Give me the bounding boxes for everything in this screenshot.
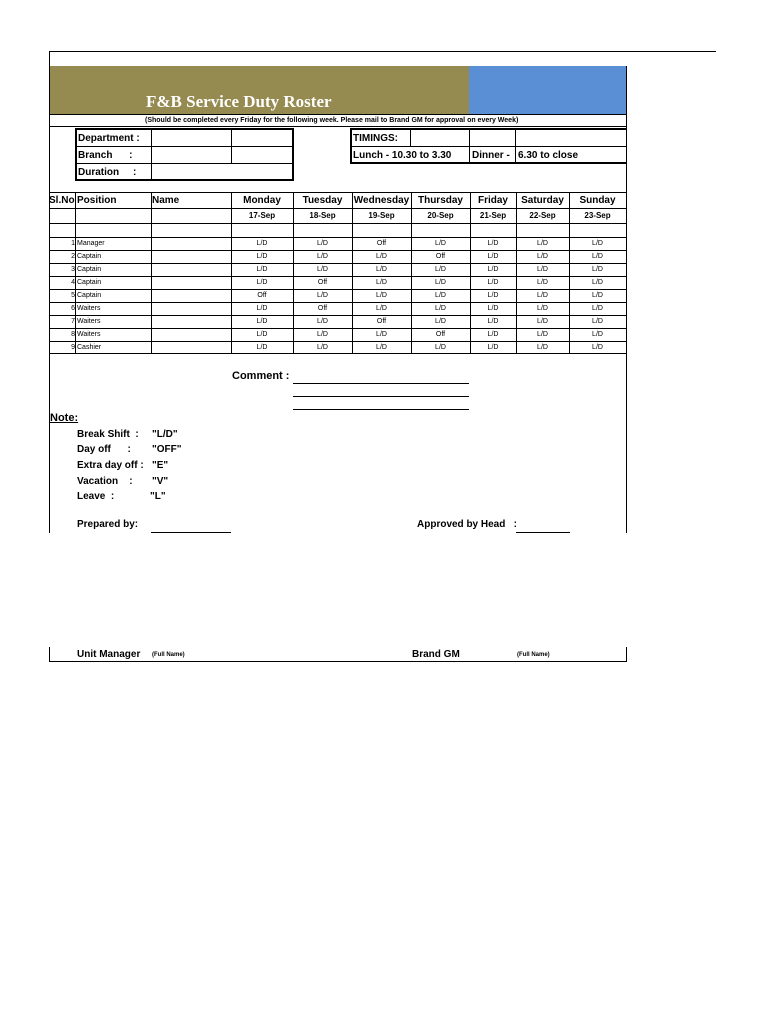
header-sunday: Sunday xyxy=(579,195,616,206)
row-divider xyxy=(49,302,627,303)
row-number: 8 xyxy=(71,331,75,338)
prepared-by-label: Prepared by: xyxy=(77,519,139,530)
instruction-subtitle: (Should be completed every Friday for the following week. Please mail to Brand GM for approval on every Week) xyxy=(145,117,519,124)
note-leave-code: "L" xyxy=(150,491,166,502)
note-extra-day-off-code: "E" xyxy=(152,460,169,471)
row-divider xyxy=(49,263,627,264)
comment-label: Comment : xyxy=(232,370,290,382)
row-position: Manager xyxy=(77,240,105,247)
shift-cell[interactable]: L/D xyxy=(317,318,328,325)
department-label: Department : xyxy=(78,133,140,144)
shift-cell[interactable]: L/D xyxy=(256,253,268,260)
shift-cell[interactable]: L/D xyxy=(487,344,499,351)
date-wednesday: 19-Sep xyxy=(368,211,395,220)
row-name-cell[interactable] xyxy=(152,277,230,288)
shift-cell[interactable]: L/D xyxy=(487,292,499,299)
approved-by-line[interactable] xyxy=(516,532,570,533)
header-thursday: Thursday xyxy=(417,195,463,206)
shift-cell[interactable]: Off xyxy=(435,331,446,338)
shift-cell[interactable]: L/D xyxy=(537,266,548,273)
note-day-off-label: Day off : xyxy=(77,444,131,455)
shift-cell[interactable]: L/D xyxy=(487,240,499,247)
shift-cell[interactable]: L/D xyxy=(537,344,548,351)
row-number: 9 xyxy=(71,344,75,351)
page-top-rule xyxy=(49,51,716,52)
shift-cell[interactable]: L/D xyxy=(537,253,548,260)
prepared-by-line[interactable] xyxy=(151,532,231,533)
row-number: 3 xyxy=(71,266,75,273)
shift-cell[interactable]: L/D xyxy=(435,292,446,299)
header-monday: Monday xyxy=(243,195,281,206)
shift-cell[interactable]: L/D xyxy=(317,331,328,338)
row-position: Captain xyxy=(77,279,102,286)
shift-cell[interactable]: L/D xyxy=(537,331,548,338)
shift-cell[interactable]: L/D xyxy=(537,279,548,286)
shift-cell[interactable]: L/D xyxy=(317,292,328,299)
shift-cell[interactable]: L/D xyxy=(435,344,446,351)
branch-label: Branch : xyxy=(78,150,133,161)
row-name-cell[interactable] xyxy=(152,264,230,275)
row-position: Cashier xyxy=(77,344,102,351)
note-vacation-code: "V" xyxy=(152,476,169,487)
shift-cell[interactable]: L/D xyxy=(537,240,548,247)
shift-cell[interactable]: L/D xyxy=(537,318,548,325)
shift-cell[interactable]: L/D xyxy=(256,318,268,325)
shift-cell[interactable]: L/D xyxy=(487,253,499,260)
shift-cell[interactable]: L/D xyxy=(376,253,387,260)
note-extra-day-off-label: Extra day off : xyxy=(77,460,144,471)
branch-field[interactable] xyxy=(152,147,231,163)
header-wednesday: Wednesday xyxy=(353,195,410,206)
sheet-left-border xyxy=(49,52,50,533)
shift-cell[interactable]: L/D xyxy=(317,240,328,247)
row-divider xyxy=(49,315,627,316)
note-break-shift-label: Break Shift : xyxy=(77,429,139,440)
row-position: Captain xyxy=(77,266,102,273)
shift-cell[interactable]: Off xyxy=(376,240,387,247)
shift-cell[interactable]: L/D xyxy=(592,279,603,286)
shift-cell[interactable]: L/D xyxy=(435,305,446,312)
unit-manager-label: Unit Manager xyxy=(77,649,141,660)
shift-cell[interactable]: L/D xyxy=(487,266,499,273)
row-position: Waiters xyxy=(77,331,101,338)
row-position: Waiters xyxy=(77,305,101,312)
row-divider xyxy=(49,328,627,329)
subtitle-bottom-rule xyxy=(49,126,627,127)
shift-cell[interactable]: L/D xyxy=(592,253,603,260)
row-number: 4 xyxy=(71,279,75,286)
shift-cell[interactable]: Off xyxy=(435,253,446,260)
row-number: 6 xyxy=(71,305,75,312)
row-divider xyxy=(49,289,627,290)
footer-right-border xyxy=(626,647,627,662)
shift-cell[interactable]: L/D xyxy=(592,266,603,273)
header-name: Name xyxy=(152,195,180,206)
date-saturday: 22-Sep xyxy=(529,211,556,220)
comment-line-3[interactable] xyxy=(293,409,469,410)
date-monday: 17-Sep xyxy=(248,211,276,220)
duration-field[interactable] xyxy=(152,164,292,179)
shift-cell[interactable]: L/D xyxy=(592,305,603,312)
brand-gm-fullname: (Full Name) xyxy=(517,652,550,658)
shift-cell[interactable]: L/D xyxy=(376,279,387,286)
shift-cell[interactable]: L/D xyxy=(317,253,328,260)
shift-cell[interactable]: L/D xyxy=(435,318,446,325)
timings-label: TIMINGS: xyxy=(353,133,398,144)
shift-cell[interactable]: L/D xyxy=(592,344,603,351)
shift-cell[interactable]: L/D xyxy=(376,331,387,338)
shift-cell[interactable]: L/D xyxy=(592,318,603,325)
shift-cell[interactable]: L/D xyxy=(376,292,387,299)
duration-label: Duration : xyxy=(78,167,137,178)
row-number: 5 xyxy=(71,292,75,299)
header-tuesday: Tuesday xyxy=(302,195,343,206)
row-position: Captain xyxy=(77,292,102,299)
unit-manager-fullname: (Full Name) xyxy=(152,652,185,658)
footer-bottom-rule xyxy=(49,661,627,662)
row-name-cell[interactable] xyxy=(152,251,230,262)
date-thursday: 20-Sep xyxy=(427,211,454,220)
row-name-cell[interactable] xyxy=(152,329,230,340)
shift-cell[interactable]: L/D xyxy=(487,279,499,286)
shift-cell[interactable]: L/D xyxy=(487,331,499,338)
row-position: Waiters xyxy=(77,318,101,325)
note-heading: Note: xyxy=(50,412,79,424)
brand-gm-label: Brand GM xyxy=(412,649,460,660)
shift-cell[interactable]: L/D xyxy=(592,292,603,299)
date-friday: 21-Sep xyxy=(479,211,507,220)
lunch-timing: Lunch - 10.30 to 3.30 xyxy=(353,150,452,161)
note-vacation-label: Vacation : xyxy=(77,476,133,487)
row-name-cell[interactable] xyxy=(152,303,230,314)
page-title: F&B Service Duty Roster xyxy=(146,92,332,111)
row-name-cell[interactable] xyxy=(152,342,230,353)
shift-cell[interactable]: L/D xyxy=(376,344,387,351)
shift-cell[interactable]: L/D xyxy=(317,344,328,351)
row-name-cell[interactable] xyxy=(152,316,230,327)
shift-cell[interactable]: Off xyxy=(376,318,387,325)
shift-cell[interactable]: L/D xyxy=(376,266,387,273)
shift-cell[interactable]: Off xyxy=(317,279,328,286)
shift-cell[interactable]: L/D xyxy=(537,292,548,299)
shift-cell[interactable]: L/D xyxy=(256,266,268,273)
header-position: Position xyxy=(77,195,117,206)
note-leave-label: Leave : xyxy=(77,491,115,502)
row-number: 7 xyxy=(71,318,75,325)
row-divider xyxy=(49,341,627,342)
shift-cell[interactable]: L/D xyxy=(487,305,499,312)
comment-line-2[interactable] xyxy=(293,396,469,397)
shift-cell[interactable]: Off xyxy=(257,292,267,299)
shift-cell[interactable]: L/D xyxy=(592,331,603,338)
shift-cell[interactable]: L/D xyxy=(435,266,446,273)
shift-cell[interactable]: L/D xyxy=(256,240,268,247)
shift-cell[interactable]: Off xyxy=(317,305,328,312)
row-number: 2 xyxy=(71,253,75,260)
shift-cell[interactable]: L/D xyxy=(435,279,446,286)
row-divider xyxy=(49,276,627,277)
row-name-cell[interactable] xyxy=(152,238,230,249)
shift-cell[interactable]: L/D xyxy=(435,240,446,247)
row-divider xyxy=(49,250,627,251)
row-position: Captain xyxy=(77,253,102,260)
shift-cell[interactable]: L/D xyxy=(256,331,268,338)
accent-band xyxy=(469,66,626,114)
note-break-shift-code: "L/D" xyxy=(152,429,178,440)
title-bottom-rule xyxy=(49,114,627,115)
shift-cell[interactable]: L/D xyxy=(256,305,268,312)
shift-cell[interactable]: L/D xyxy=(537,305,548,312)
shift-cell[interactable]: L/D xyxy=(256,344,268,351)
dinner-timing: 6.30 to close xyxy=(518,150,579,161)
header-slno: Sl.No xyxy=(49,195,75,206)
note-day-off-code: "OFF" xyxy=(152,444,182,455)
shift-cell[interactable]: L/D xyxy=(376,305,387,312)
header-saturday: Saturday xyxy=(521,195,564,206)
row-name-cell[interactable] xyxy=(152,290,230,301)
row-number: 1 xyxy=(71,240,75,247)
shift-cell[interactable]: L/D xyxy=(256,279,268,286)
date-tuesday: 18-Sep xyxy=(309,211,336,220)
shift-cell[interactable]: L/D xyxy=(487,318,499,325)
sheet-right-border xyxy=(626,66,627,533)
approved-by-label: Approved by Head : xyxy=(417,519,518,530)
header-friday: Friday xyxy=(477,195,508,206)
department-field[interactable] xyxy=(152,130,231,146)
shift-cell[interactable]: L/D xyxy=(592,240,603,247)
comment-line-1[interactable] xyxy=(293,383,469,384)
shift-cell[interactable]: L/D xyxy=(317,266,328,273)
dinner-label: Dinner - xyxy=(472,150,510,161)
date-sunday: 23-Sep xyxy=(584,211,611,220)
footer-left-border xyxy=(49,647,50,662)
